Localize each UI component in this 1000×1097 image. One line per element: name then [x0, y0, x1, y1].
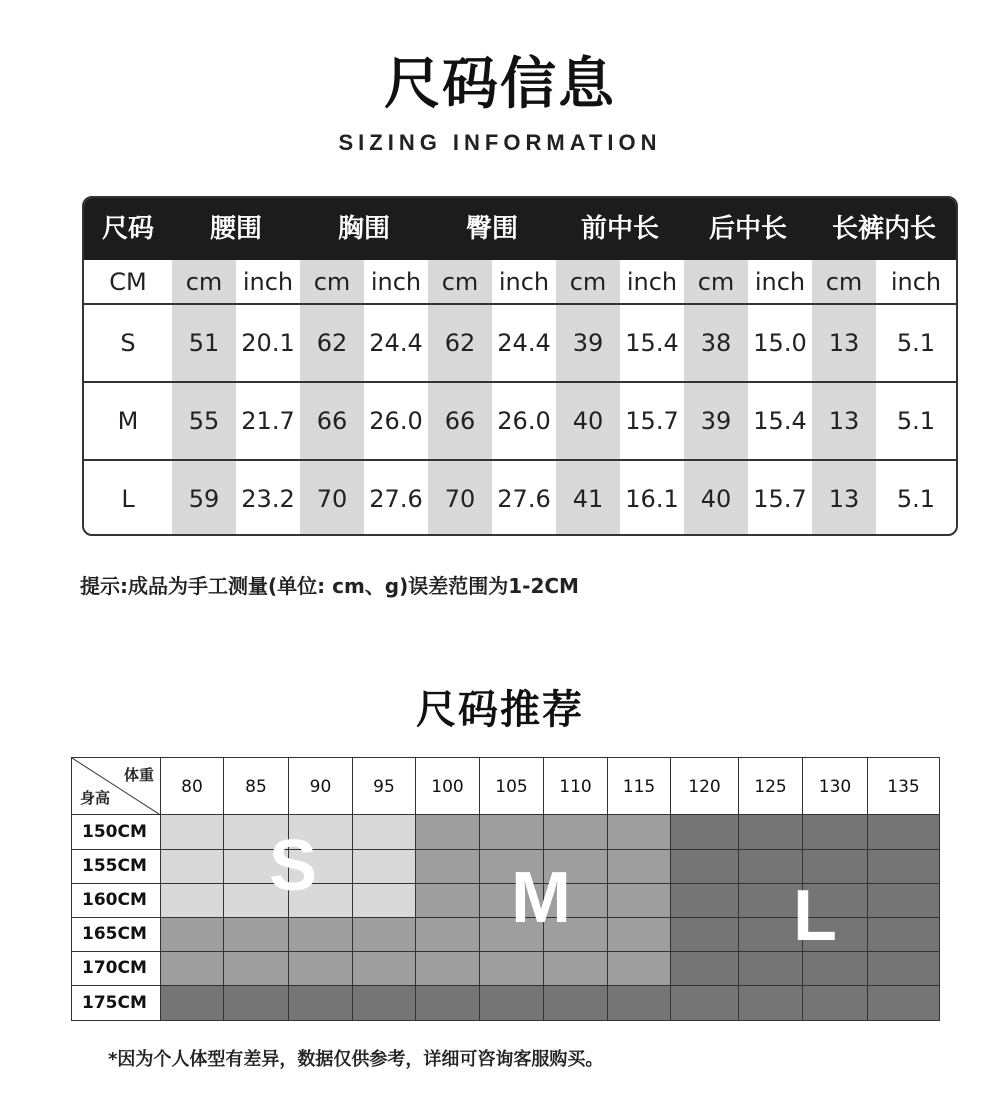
size-table-cell: 21.7 [241, 407, 295, 435]
size-table-cell: 66 [316, 407, 348, 435]
size-zone-cell-m [544, 952, 608, 986]
weight-value: 95 [373, 777, 395, 797]
size-zone-cell-l [868, 986, 940, 1021]
size-zone-cell-m [224, 918, 289, 952]
size-zone-cell-l [608, 986, 671, 1021]
size-table-cell: 70 [316, 485, 348, 513]
size-table-cell: 39 [572, 329, 604, 357]
size-zone-cell-m [224, 952, 289, 986]
size-zone-label: S [269, 826, 318, 906]
size-zone-cell-m [353, 918, 416, 952]
size-zone-cell-l [671, 952, 739, 986]
weight-value: 115 [622, 777, 656, 797]
size-zone-cell-l [544, 986, 608, 1021]
size-table-cell: 15.7 [625, 407, 679, 435]
size-zone-label: L [793, 876, 837, 956]
weight-header-cell [608, 757, 671, 815]
weight-value: 125 [754, 777, 787, 797]
size-table-cell: 5.1 [896, 485, 936, 513]
size-table-cell: 13 [828, 407, 860, 435]
weight-value: 110 [559, 777, 592, 797]
size-table-cell: 38 [700, 329, 732, 357]
size-table-cell: 51 [188, 329, 220, 357]
weight-value: 130 [818, 777, 852, 797]
size-table-cell: 16.1 [625, 485, 679, 513]
size-table-header-cell: 臀围 [465, 214, 518, 244]
unit-cell: CM [109, 268, 147, 296]
size-table-cell: 5.1 [896, 329, 936, 357]
size-zone-cell-l [868, 850, 940, 884]
unit-cell: cm [441, 268, 479, 296]
size-zone-cell-m [416, 918, 480, 952]
size-zone-cell-m [608, 850, 671, 884]
size-zone-cell-l [480, 986, 544, 1021]
weight-header-cell [289, 757, 353, 815]
size-zone-cell-m [416, 884, 480, 918]
size-zone-cell-m [608, 884, 671, 918]
size-zone-cell-l [353, 986, 416, 1021]
size-table-cell: 59 [188, 485, 220, 513]
unit-cell: inch [890, 268, 942, 296]
weight-value: 90 [309, 777, 332, 797]
size-zone-cell-l [671, 884, 739, 918]
size-zone-cell-l [868, 815, 940, 850]
size-table-header-cell: 后中长 [708, 214, 787, 244]
size-table-cell: 62 [316, 329, 348, 357]
weight-value: 85 [245, 777, 267, 797]
size-table-cell: 13 [828, 485, 860, 513]
unit-cell: cm [313, 268, 351, 296]
size-zone-cell-m [608, 918, 671, 952]
size-zone-cell-l [868, 918, 940, 952]
disclaimer-note: *因为个人体型有差异，数据仅供参考，详细可咨询客服购买。 [108, 1049, 604, 1070]
page-subtitle: SIZING INFORMATION [338, 130, 662, 155]
size-table-header-cell: 腰围 [209, 214, 262, 244]
height-value: 160CM [82, 890, 147, 910]
size-zone-label: M [511, 858, 571, 938]
size-table-cell: 15.0 [753, 329, 807, 357]
weight-header-cell [671, 757, 739, 815]
unit-cell: inch [626, 268, 678, 296]
size-table-cell: 40 [572, 407, 604, 435]
size-zone-cell-m [161, 952, 224, 986]
size-zone-cell-l [224, 986, 289, 1021]
size-zone-cell-l [671, 815, 739, 850]
weight-value: 105 [495, 777, 528, 797]
size-table-header-cell: 前中长 [580, 214, 659, 244]
weight-header-cell [739, 757, 803, 815]
size-zone-cell-l [289, 986, 353, 1021]
weight-value: 135 [887, 777, 920, 797]
size-zone-cell-m [480, 952, 544, 986]
height-value: 150CM [82, 821, 147, 842]
size-table-cell: M [117, 407, 139, 435]
size-zone-cell-s [353, 850, 416, 884]
unit-cell: inch [498, 268, 550, 296]
size-zone-cell-m [161, 918, 224, 952]
size-table-cell: 55 [188, 407, 220, 435]
size-table-cell: 26.0 [497, 407, 551, 435]
size-zone-cell-l [161, 986, 224, 1021]
weight-header-cell [803, 757, 868, 815]
size-table-cell: 20.1 [241, 329, 295, 357]
size-table-cell: 62 [444, 329, 476, 357]
size-zone-cell-l [739, 986, 803, 1021]
size-table-cell: 27.6 [497, 485, 551, 513]
unit-cell: cm [569, 268, 607, 296]
height-axis-label: 身高 [80, 789, 111, 807]
page-title: 尺码信息 [384, 52, 616, 117]
size-zone-cell-m [416, 952, 480, 986]
size-table-header-cell: 长裤内长 [831, 214, 936, 244]
size-recommendation-grid [71, 757, 940, 1021]
size-zone-cell-m [289, 918, 353, 952]
size-zone-cell-l [803, 815, 868, 850]
size-zone-cell-l [803, 952, 868, 986]
size-zone-cell-m [416, 850, 480, 884]
height-value: 155CM [82, 856, 147, 876]
size-zone-cell-l [868, 952, 940, 986]
size-zone-cell-m [416, 815, 480, 850]
size-zone-cell-l [671, 986, 739, 1021]
size-table-cell: 15.4 [753, 407, 807, 435]
size-table-cell: L [121, 485, 135, 513]
recommendation-title: 尺码推荐 [416, 687, 584, 733]
size-zone-cell-l [671, 918, 739, 952]
size-table-cell: S [120, 329, 136, 357]
weight-value: 80 [181, 777, 203, 797]
weight-header-cell [480, 757, 544, 815]
size-table [82, 196, 958, 536]
unit-cell: inch [242, 268, 294, 296]
size-table-cell: 66 [444, 407, 476, 435]
size-table-header-cell: 尺码 [101, 214, 154, 244]
size-table-cell: 15.4 [625, 329, 679, 357]
height-row-header [71, 850, 161, 884]
measurement-note: 提示:成品为手工测量(单位: cm、g)误差范围为1-2CM [80, 574, 579, 598]
height-value: 165CM [82, 924, 147, 944]
height-value: 175CM [82, 992, 147, 1013]
size-table-cell: 24.4 [497, 329, 551, 357]
size-zone-cell-l [416, 986, 480, 1021]
size-zone-cell-s [161, 850, 224, 884]
weight-header-cell [868, 757, 940, 815]
weight-value: 100 [431, 777, 464, 797]
size-table-cell: 5.1 [896, 407, 936, 435]
size-table-cell: 24.4 [369, 329, 423, 357]
size-zone-cell-s [161, 884, 224, 918]
size-table-cell: 13 [828, 329, 860, 357]
size-zone-cell-s [161, 815, 224, 850]
size-table-cell: 26.0 [369, 407, 423, 435]
size-table-cell: 41 [572, 485, 604, 513]
unit-cell: cm [185, 268, 223, 296]
size-zone-cell-m [353, 952, 416, 986]
unit-cell: cm [697, 268, 735, 296]
height-row-header [71, 884, 161, 918]
size-zone-cell-m [608, 815, 671, 850]
size-zone-cell-m [289, 952, 353, 986]
weight-header-cell [224, 757, 289, 815]
size-table-cell: 70 [444, 485, 476, 513]
weight-header-cell [544, 757, 608, 815]
size-table-cell: 39 [700, 407, 732, 435]
size-zone-cell-l [739, 952, 803, 986]
size-zone-cell-l [868, 884, 940, 918]
weight-axis-label: 体重 [123, 766, 154, 784]
size-zone-cell-m [544, 815, 608, 850]
height-row-header [71, 918, 161, 952]
unit-cell: inch [370, 268, 422, 296]
size-table-cell: 40 [700, 485, 732, 513]
weight-header-cell [161, 757, 224, 815]
unit-cell: inch [754, 268, 806, 296]
size-zone-cell-m [608, 952, 671, 986]
size-table-cell: 15.7 [753, 485, 807, 513]
weight-value: 120 [688, 777, 721, 797]
grid-corner-cell [71, 757, 161, 815]
height-row-header [71, 815, 161, 850]
size-zone-cell-l [803, 986, 868, 1021]
size-zone-cell-s [353, 815, 416, 850]
weight-header-cell [416, 757, 480, 815]
unit-cell: cm [825, 268, 863, 296]
size-zone-cell-l [739, 815, 803, 850]
size-table-cell: 23.2 [241, 485, 295, 513]
height-row-header [71, 952, 161, 986]
size-table-header-cell: 胸围 [337, 214, 390, 244]
size-zone-cell-s [353, 884, 416, 918]
height-value: 170CM [82, 958, 147, 978]
size-zone-cell-m [480, 815, 544, 850]
size-zone-cell-l [671, 850, 739, 884]
height-row-header [71, 986, 161, 1021]
size-table-cell: 27.6 [369, 485, 423, 513]
weight-header-cell [353, 757, 416, 815]
